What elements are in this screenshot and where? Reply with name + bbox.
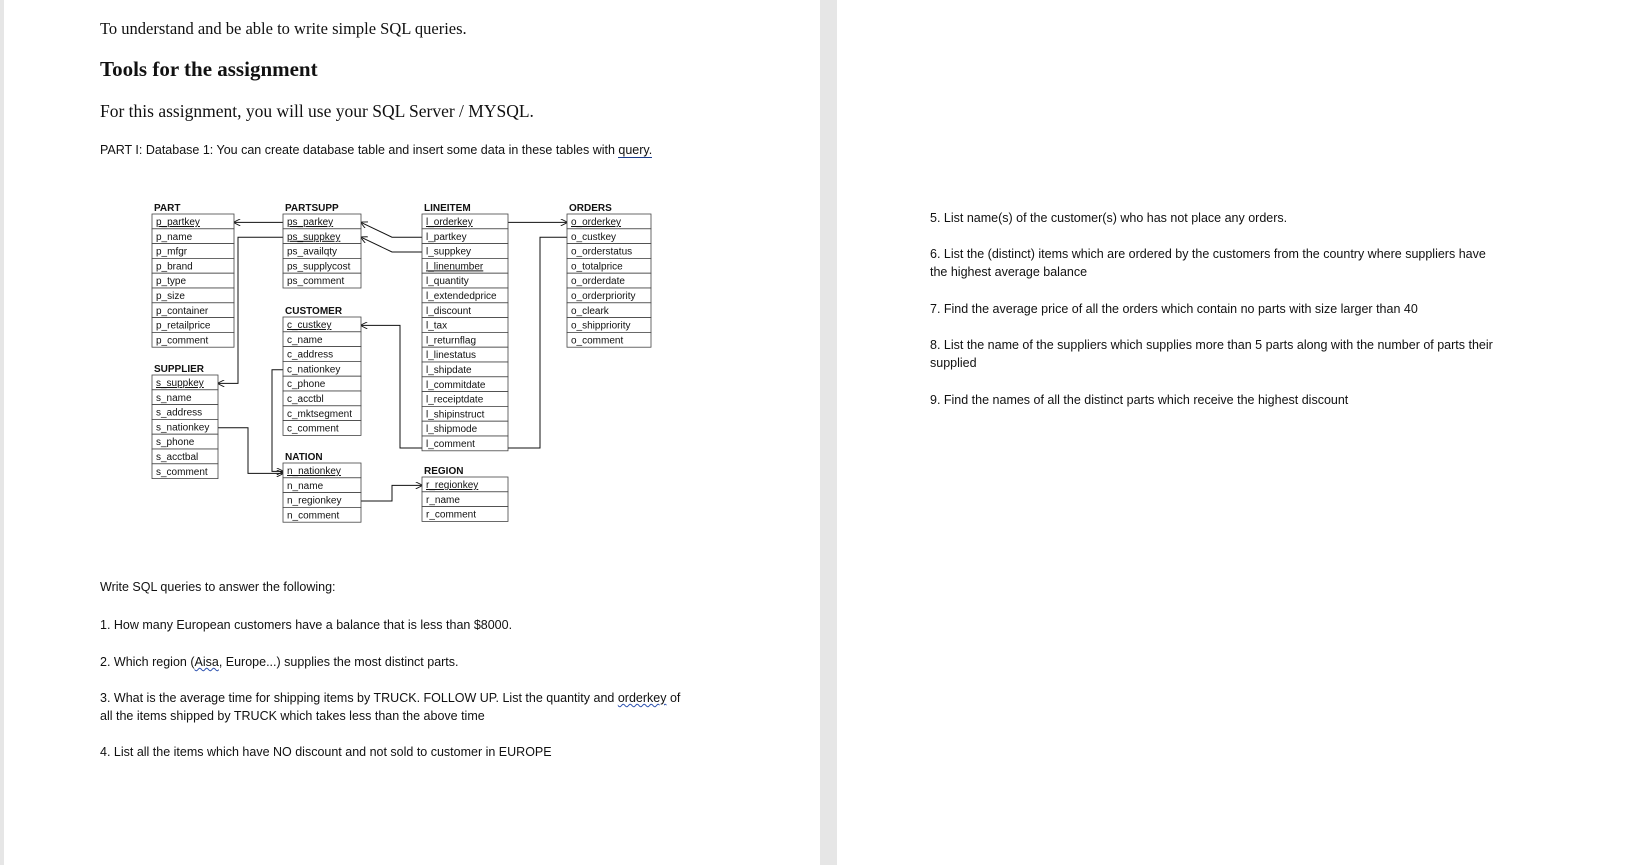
question-2-start: 2. Which region ( [100, 655, 195, 669]
column-name: n_name [287, 480, 324, 492]
column-name: l_commitdate [426, 379, 486, 391]
column-name: l_discount [426, 305, 472, 317]
column-name: c_comment [287, 423, 339, 435]
schema-diagram [120, 192, 680, 542]
question-6-line-1: 6. List the (distinct) items which are ordered by the customers from the country where suppliers have [930, 247, 1486, 261]
table-title-nation: NATION [285, 452, 323, 463]
column-name: l_returnflag [426, 335, 477, 347]
table-part [152, 203, 234, 347]
question-6-line-2: the highest average balance [930, 265, 1088, 279]
document-page-1 [4, 0, 820, 865]
schema-tables [152, 203, 651, 522]
column-name: o_shippriority [571, 320, 631, 332]
column-name: s_address [156, 407, 203, 419]
table-lineitem [422, 203, 508, 451]
column-name: p_retailprice [156, 320, 211, 332]
column-name: r_name [426, 494, 460, 506]
column-name: c_mktsegment [287, 408, 353, 420]
column-name: n_nationkey [287, 466, 341, 477]
column-name: s_comment [156, 466, 208, 478]
column-name: n_comment [287, 510, 340, 522]
question-7: 7. Find the average price of all the orders which contain no parts with size larger than 40 [930, 302, 1418, 316]
table-title-lineitem: LINEITEM [424, 203, 471, 214]
column-name: p_brand [156, 261, 193, 273]
column-name: p_container [156, 305, 209, 317]
table-nation [283, 452, 361, 522]
table-partsupp [283, 203, 361, 288]
column-name: l_linestatus [426, 350, 477, 362]
column-name: ps_comment [287, 276, 345, 288]
table-orders [567, 203, 651, 347]
rel-customer-nation [272, 370, 283, 472]
column-name: l_suppkey [426, 246, 472, 258]
column-name: s_phone [156, 437, 195, 449]
column-name: c_phone [287, 379, 326, 391]
column-name: o_orderdate [571, 276, 625, 288]
column-name: l_shipdate [426, 365, 472, 376]
column-name: c_acctbl [287, 394, 324, 405]
tools-heading: Tools for the assignment [100, 57, 318, 81]
question-1: 1. How many European customers have a balance that is less than $8000. [100, 618, 513, 632]
column-name: o_comment [571, 335, 624, 347]
column-name: c_name [287, 334, 323, 346]
column-name: r_regionkey [426, 480, 479, 491]
column-name: l_quantity [426, 276, 469, 288]
column-name: p_comment [156, 335, 209, 347]
question-3 [100, 689, 680, 725]
table-title-orders: ORDERS [569, 203, 612, 214]
question-2-end: , Europe...) supplies the most distinct parts. [218, 655, 459, 669]
question-8 [930, 336, 1493, 372]
column-name: c_address [287, 349, 334, 361]
question-2-misspelling: Aisa [194, 655, 219, 669]
column-name: s_acctbal [156, 452, 199, 463]
intro-text: To understand and be able to write simple SQL queries. [100, 19, 467, 38]
part-one-label: PART I: Database 1: You can create database table and insert some data in these tables with [100, 143, 619, 157]
column-name: l_shipmode [426, 424, 478, 436]
column-name: p_name [156, 231, 193, 243]
column-name: n_regionkey [287, 495, 342, 507]
table-supplier [152, 364, 218, 479]
rel-supplier-nation [218, 428, 283, 474]
column-name: l_shipinstruct [426, 409, 485, 421]
column-name: l_linenumber [426, 261, 484, 273]
table-region [422, 466, 508, 521]
column-name: p_type [156, 276, 187, 288]
column-name: o_orderstatus [571, 246, 633, 258]
column-name: o_totalprice [571, 261, 623, 273]
column-name: s_name [156, 392, 192, 404]
column-name: s_nationkey [156, 422, 210, 434]
tools-text: For this assignment, you will use your SQL Server / MYSQL. [100, 101, 534, 121]
column-name: l_tax [426, 320, 448, 332]
column-name: s_suppkey [156, 378, 204, 389]
rel-lineitem-partsupp-a [361, 222, 422, 237]
column-name: o_custkey [571, 231, 617, 243]
column-name: c_nationkey [287, 364, 341, 376]
column-name: l_orderkey [426, 217, 473, 228]
rel-lineitem-partsupp-b [361, 237, 422, 252]
document-page-2 [837, 0, 1647, 865]
column-name: o_orderkey [571, 217, 622, 228]
column-name: o_cleark [571, 305, 609, 317]
column-name: o_orderpriority [571, 291, 636, 302]
question-9: 9. Find the names of all the distinct parts which receive the highest discount [930, 393, 1349, 407]
column-name: c_custkey [287, 320, 332, 331]
column-name: ps_availqty [287, 246, 338, 258]
column-name: l_receiptdate [426, 394, 484, 406]
column-name: p_size [156, 291, 185, 302]
question-3-end: of [666, 691, 681, 705]
question-6 [930, 245, 1486, 281]
table-title-part: PART [154, 203, 181, 214]
table-title-supplier: SUPPLIER [154, 364, 205, 375]
question-3-line-2: all the items shipped by TRUCK which takes less than the above time [100, 709, 485, 723]
column-name: r_comment [426, 509, 477, 521]
question-8-line-1: 8. List the name of the suppliers which supplies more than 5 parts along with the number of parts their [930, 338, 1493, 352]
question-3-start: 3. What is the average time for shipping items by TRUCK. FOLLOW UP. List the quantity and [100, 691, 618, 705]
schema-svg [120, 192, 680, 542]
query-link[interactable]: query. [618, 143, 653, 157]
question-3-line-1 [100, 689, 680, 707]
question-8-line-2: supplied [930, 356, 977, 370]
column-name: l_extendedprice [426, 291, 497, 302]
relationship-lines [218, 222, 567, 501]
column-name: ps_parkey [287, 217, 334, 228]
write-intro: Write SQL queries to answer the following: [100, 580, 336, 594]
column-name: l_partkey [426, 231, 467, 243]
question-3-misspelling: orderkey [617, 691, 667, 705]
part-one-text [100, 143, 652, 157]
table-customer [283, 306, 361, 435]
column-name: ps_supplycost [287, 261, 351, 273]
table-title-customer: CUSTOMER [285, 306, 343, 317]
table-title-region: REGION [424, 466, 464, 477]
column-name: p_partkey [156, 217, 200, 228]
column-name: l_comment [426, 439, 475, 450]
question-2 [100, 653, 459, 671]
rel-nation-region [361, 485, 422, 501]
question-5: 5. List name(s) of the customer(s) who has not place any orders. [930, 211, 1288, 225]
question-4: 4. List all the items which have NO discount and not sold to customer in EUROPE [100, 745, 552, 759]
column-name: p_mfgr [156, 246, 188, 258]
table-title-partsupp: PARTSUPP [285, 203, 339, 214]
column-name: ps_suppkey [287, 231, 341, 243]
